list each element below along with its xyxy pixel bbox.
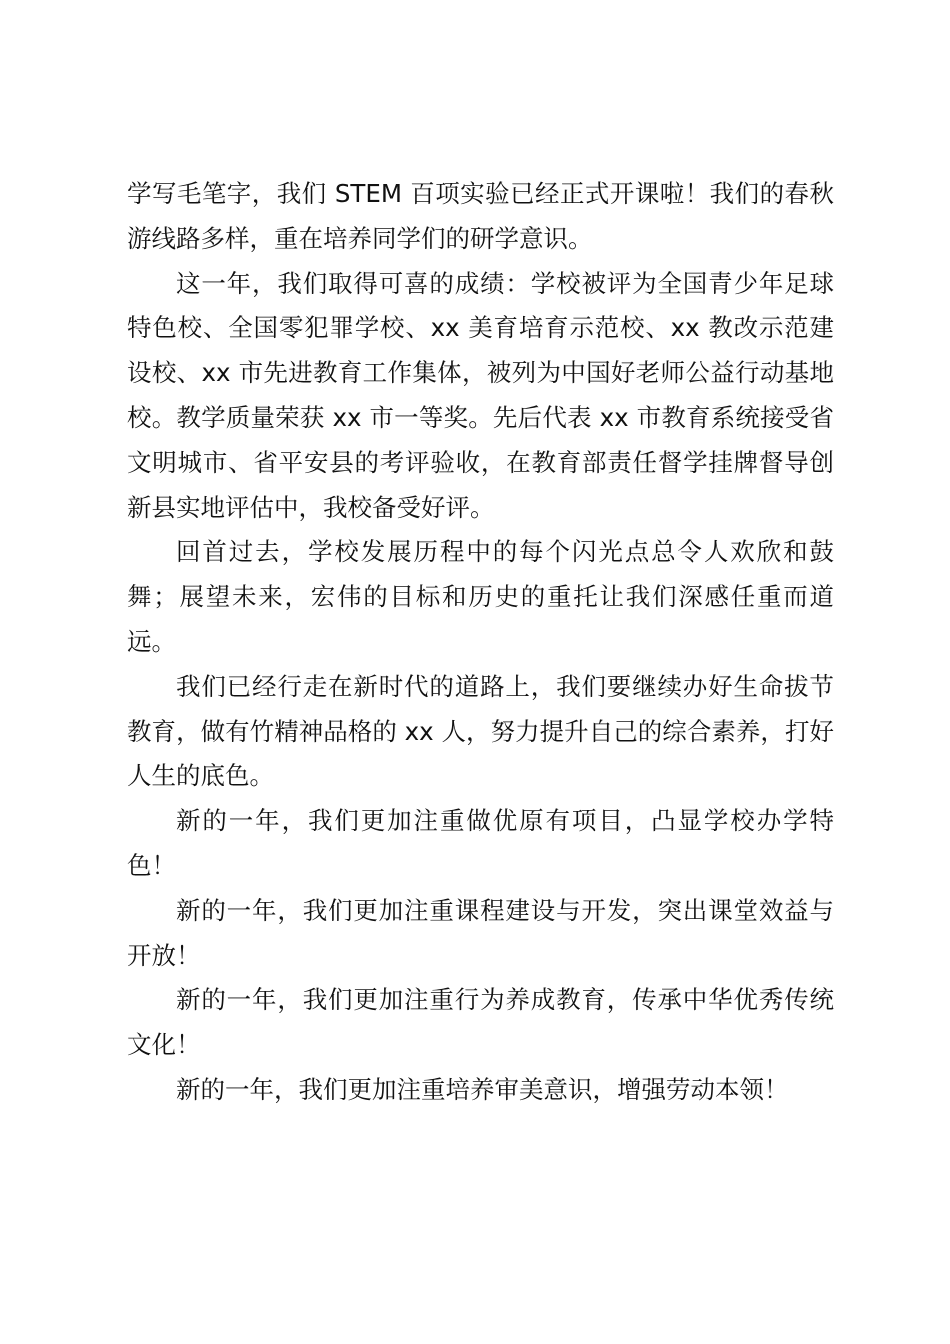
paragraph-1: 学写毛笔字，我们 STEM 百项实验已经正式开课啦！我们的春秋游线路多样，重在培养同学们的研学意识。 [127, 179, 834, 253]
paragraph-3: 回首过去，学校发展历程中的每个闪光点总令人欢欣和鼓舞；展望未来，宏伟的目标和历史的重托让我们深感任重而道远。 [127, 537, 834, 656]
paragraph-2: 这一年，我们取得可喜的成绩：学校被评为全国青少年足球特色校、全国零犯罪学校、xx 美育培育示范校、xx 教改示范建设校、xx 市先进教育工作集体，被列为中国好老师公益行动基地校。教学质量荣获 xx 市一等奖。先后代表 xx 市教育系统接受省文明城市、省平安县的考评验收，在教育部责任督学挂牌督导创新县实地评估中，我校备受好评。 [127, 268, 834, 522]
paragraph-5: 新的一年，我们更加注重做优原有项目，凸显学校办学特色！ [127, 806, 834, 880]
paragraph-4: 我们已经行走在新时代的道路上，我们要继续办好生命拔节教育，做有竹精神品格的 xx 人，努力提升自己的综合素养，打好人生的底色。 [127, 671, 834, 791]
paragraph-8: 新的一年，我们更加注重培养审美意识，增强劳动本领！ [176, 1074, 789, 1104]
document-body [127, 172, 834, 1113]
paragraph-7: 新的一年，我们更加注重行为养成教育，传承中华优秀传统文化！ [127, 985, 834, 1060]
paragraph-6: 新的一年，我们更加注重课程建设与开发，突出课堂效益与开放！ [127, 895, 834, 970]
